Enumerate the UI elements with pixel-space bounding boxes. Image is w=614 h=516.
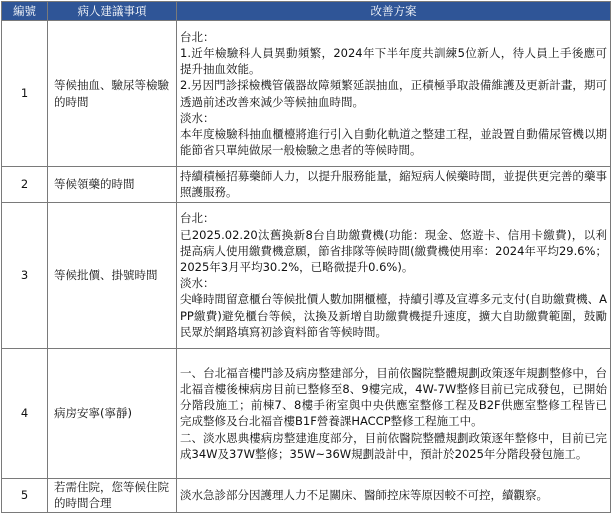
- plan-line: 淡水急診部分因護理人力不足關床、醫師控床等原因較不可控，續觀察。: [180, 488, 548, 503]
- table-row: [2, 348, 611, 478]
- header-number: 編號: [2, 2, 48, 21]
- header-row: [2, 2, 611, 21]
- suggestion-text: 等候批價、掛號時間: [48, 202, 177, 348]
- row-number: 5: [2, 478, 48, 512]
- row-number: 1: [2, 21, 48, 167]
- plan-line: 台北：: [180, 211, 215, 226]
- row-number: 3: [2, 202, 48, 348]
- plan-line: 台北：: [180, 29, 215, 44]
- plan-cell: [177, 21, 611, 167]
- table-row: [2, 167, 611, 202]
- plan-line: 淡水：: [180, 110, 215, 125]
- suggestion-text: 若需住院，您等候住院的時間合理: [48, 478, 177, 512]
- plan-line: 一、台北福音樓門診及病房整建部分，目前依醫院整體規劃政策逐年規劃整修中，台北福音樓後棟病房目前已整修至8、9樓完成，4W-7W整修目前已完成發包，已開始分階段施工；前棟7、8樓手術室與中央供應室整修工程及B2F供應室整修工程皆已完成整修及台北福音樓B1F營養課HACCP整修工程施工中。: [180, 365, 607, 429]
- plan-cell: [177, 202, 611, 348]
- table-row: [2, 21, 611, 167]
- plan-cell: [177, 167, 611, 202]
- header-improvement-plan: 改善方案: [177, 2, 611, 21]
- plan-cell: [177, 478, 611, 512]
- plan-line: 2.另因門診採檢機管儀器故障頻繁延誤抽血，正積極爭取設備維護及更新計畫，期可透過前述改善來減少等候抽血時間。: [180, 78, 607, 109]
- row-number: 4: [2, 348, 48, 478]
- plan-cell: [177, 348, 611, 478]
- plan-line: 1.近年檢驗科人員異動頻繁，2024年下半年度共訓練5位新人，待人員上手後應可提升抽血效能。: [180, 45, 607, 77]
- plan-line: 尖峰時間留意櫃台等候批價人數加開櫃檯，持續引導及宣導多元支付(自助繳費機、APP繳費)避免櫃台等候，汰換及新增自助繳費機提升速度，擴大自助繳費範圍，鼓勵民眾於網路填寫初診資料節省等候時間。: [180, 292, 607, 339]
- plan-line: 持續積極招募藥師人力，以提升服務能量，縮短病人候藥時間，並提供更完善的藥事照護服務。: [180, 169, 607, 200]
- table-row: [2, 478, 611, 512]
- table-row: [2, 202, 611, 348]
- plan-line: 淡水：: [180, 276, 215, 291]
- suggestion-text: 等候領藥的時間: [48, 167, 177, 202]
- suggestion-text: 等候抽血、驗尿等檢驗的時間: [48, 21, 177, 167]
- plan-line: 二、淡水恩典樓病房整建進度部分，目前依醫院整體規劃政策逐年整修中，目前已完成34W及37W整修；35W~36W規劃設計中，預計於2025年分階段發包施工。: [180, 430, 607, 461]
- row-number: 2: [2, 167, 48, 202]
- improvement-table: [1, 1, 611, 513]
- plan-line: 已2025.02.20汰舊換新8台自助繳費機(功能：現金、悠遊卡、信用卡繳費)，以利提高病人使用繳費機意願，節省排隊等候時間(繳費機使用率：2024年平均29.6%；2025年3月平均30.2%，已略微提升0.6%)。: [180, 227, 607, 274]
- header-suggestion: 病人建議事項: [48, 2, 177, 21]
- suggestion-text: 病房安寧(寧靜): [48, 348, 177, 478]
- plan-line: 本年度檢驗科抽血櫃檯將進行引入自動化軌道之整建工程，並設置自動備尿管機以期能節省只單純做尿一般檢驗之患者的等候時間。: [180, 126, 607, 158]
